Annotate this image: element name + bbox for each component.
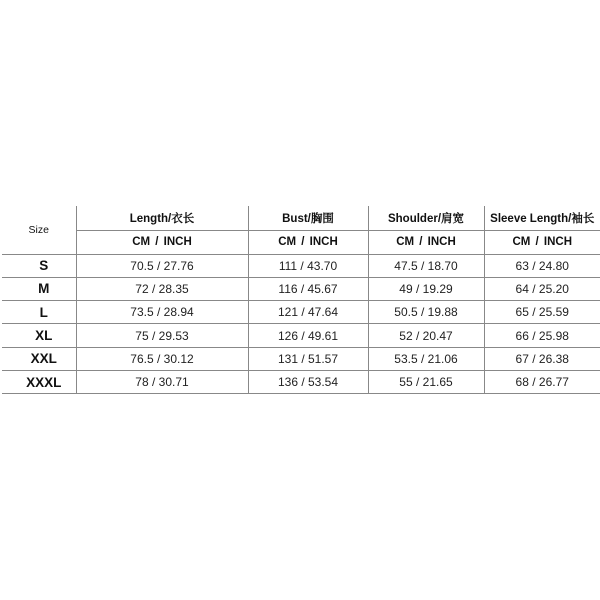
size-name: M (2, 277, 76, 300)
bust-value: 126 / 49.61 (248, 324, 368, 347)
sleeve-length-column-header: Sleeve Length/袖长 (490, 212, 595, 225)
size-column-header: Size (2, 206, 76, 254)
size-name: XL (2, 324, 76, 347)
table-row (2, 301, 600, 324)
shoulder-value: 49 / 19.29 (368, 277, 484, 300)
table-row (2, 277, 600, 300)
sleeve-length-value: 68 / 26.77 (484, 371, 600, 394)
sleeve-length-unit: CM / INCH (484, 230, 600, 254)
length-value: 73.5 / 28.94 (76, 301, 248, 324)
sleeve-length-value: 65 / 25.59 (484, 301, 600, 324)
bust-value: 111 / 43.70 (248, 254, 368, 277)
sleeve-length-value: 67 / 26.38 (484, 347, 600, 370)
length-value: 76.5 / 30.12 (76, 347, 248, 370)
bust-value: 136 / 53.54 (248, 371, 368, 394)
table-row (2, 324, 600, 347)
shoulder-value: 55 / 21.65 (368, 371, 484, 394)
table-row (2, 254, 600, 277)
shoulder-value: 53.5 / 21.06 (368, 347, 484, 370)
shoulder-value: 47.5 / 18.70 (368, 254, 484, 277)
size-name: S (2, 254, 76, 277)
sleeve-length-value: 64 / 25.20 (484, 277, 600, 300)
shoulder-value: 50.5 / 19.88 (368, 301, 484, 324)
shoulder-unit: CM / INCH (368, 230, 484, 254)
size-name: L (2, 301, 76, 324)
bust-column-header: Bust/胸围 (248, 206, 368, 230)
size-name: XXXL (2, 371, 76, 394)
length-value: 75 / 29.53 (76, 324, 248, 347)
bust-value: 116 / 45.67 (248, 277, 368, 300)
length-value: 78 / 30.71 (76, 371, 248, 394)
length-value: 72 / 28.35 (76, 277, 248, 300)
bust-value: 131 / 51.57 (248, 347, 368, 370)
table-row (2, 347, 600, 370)
unit-row (2, 230, 600, 254)
bust-value: 121 / 47.64 (248, 301, 368, 324)
size-chart-table (2, 206, 600, 394)
shoulder-column-header: Shoulder/肩宽 (368, 206, 484, 230)
length-value: 70.5 / 27.76 (76, 254, 248, 277)
length-column-header: Length/衣长 (76, 206, 248, 230)
bust-unit: CM / INCH (248, 230, 368, 254)
length-unit: CM / INCH (76, 230, 248, 254)
sleeve-length-value: 63 / 24.80 (484, 254, 600, 277)
size-name: XXL (2, 347, 76, 370)
shoulder-value: 52 / 20.47 (368, 324, 484, 347)
table-row (2, 371, 600, 394)
header-row (2, 206, 600, 230)
sleeve-length-value: 66 / 25.98 (484, 324, 600, 347)
